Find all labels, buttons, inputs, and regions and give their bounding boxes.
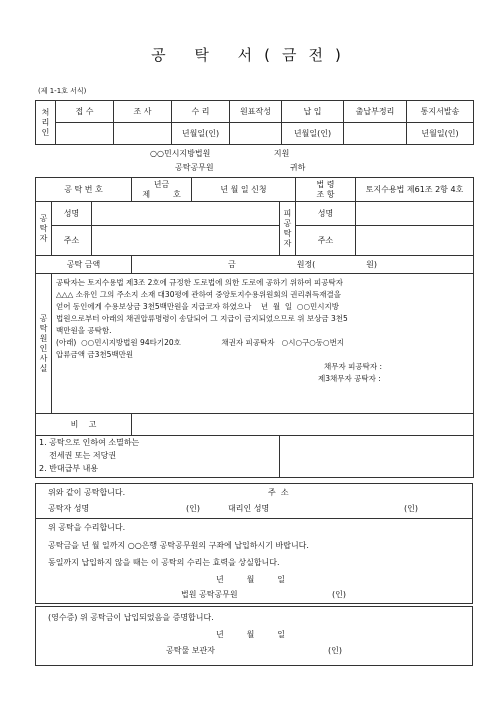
- agent-seal: (인): [404, 504, 418, 513]
- processing-table: [35, 100, 474, 145]
- receipt-date: 년 월 일: [216, 630, 285, 639]
- acceptance-box: [35, 518, 473, 604]
- ho-label: 호: [172, 189, 181, 199]
- debtor-line: 채무자 피공탁자 :: [324, 362, 383, 371]
- reason-line: 얻어 동인에게 수용보상금 3천5백만원을 지급코자 하였으나 년 월 일 ○○민시지방: [56, 302, 339, 311]
- col-ledger: 원표작성: [230, 101, 282, 123]
- main-form-table: [35, 177, 474, 478]
- processing-label: 처 리 인: [36, 101, 56, 145]
- depositor-sign-label: 공탁자 성명: [48, 504, 90, 513]
- date-notice: 년월일(인): [407, 123, 474, 145]
- depositor-name-label: 성명: [52, 202, 92, 226]
- col-receipt: 접 수: [56, 101, 114, 123]
- depositor-name-value: [92, 202, 280, 226]
- request-text: 위와 같이 공탁합니다.: [48, 488, 126, 497]
- acceptance-date: 년 월 일: [216, 575, 285, 584]
- court-officer-label: 법원 공탁공무원: [181, 590, 238, 599]
- court-name: ○○민시지방법원 지원: [150, 149, 290, 158]
- col-cashbook: 출납부정리: [344, 101, 407, 123]
- request-box: [35, 483, 473, 519]
- remarks-label: 비 고: [36, 414, 132, 436]
- reason-note: (아래) ○○민시지방법원 94타기20호 채권자 피공탁자 ○시○구○동○번지: [56, 338, 345, 347]
- depositor-label: 공 탁 자: [36, 202, 52, 256]
- law-value: 토지수용법 제61조 2항 4호: [356, 178, 474, 202]
- request-address-label: 주 소: [268, 488, 289, 497]
- reason-note: 압류금액 금3천5백만원: [56, 350, 134, 359]
- form-number: (제 1-1호 서식): [38, 87, 87, 95]
- col-inspection: 조 사: [114, 101, 172, 123]
- document-title: 공 탁 서(금전): [151, 46, 353, 64]
- je-label: 제: [142, 189, 151, 199]
- depositee-address-value: [356, 226, 474, 256]
- law-label: 법 령 조 항: [296, 178, 356, 202]
- depositor-address-label: 주소: [52, 226, 92, 256]
- date-acceptance: 년월일(인): [172, 123, 230, 145]
- depositor-address-value: [92, 226, 280, 256]
- extinguish-line: 1. 공탁으로 인하여 소멸하는: [39, 438, 140, 448]
- acceptance-instruction: 공탁금을 년 월 일까지 ○○은행 공탁공무원의 구좌에 납입하시기 바랍니다.: [48, 541, 309, 550]
- date-payment: 년월일(인): [282, 123, 344, 145]
- extinguish-line: 2. 반대급부 내용: [39, 463, 99, 473]
- reason-content: [52, 274, 474, 414]
- amount-label: 공탁 금액: [36, 256, 132, 274]
- reason-line: 법원으로부터 아래의 채권압류명령이 송달되어 그 지급이 금지되었으므로 위 보상금 3천5: [56, 314, 348, 323]
- depositor-seal: (인): [186, 504, 200, 513]
- cell-empty: [230, 123, 282, 145]
- receipt-box: [35, 606, 473, 666]
- acceptance-text: 위 공탁을 수리합니다.: [48, 523, 126, 532]
- keeper-seal: (인): [328, 646, 342, 655]
- third-debtor-line: 제3채무자 공탁자 :: [318, 374, 381, 383]
- receipt-text: (영수증) 위 공탁금이 납입되었음을 증명합니다.: [48, 613, 214, 622]
- remarks-value: [132, 414, 474, 436]
- extinguish-line: 전세권 또는 저당권: [39, 451, 117, 461]
- reason-line: △△△ 소유인 그의 주소지 소재 대30평에 관하여 중앙토지수용위원회의 권리취득재결을: [56, 290, 342, 299]
- extinguish-value: [280, 436, 474, 478]
- reason-line: 백만원을 공탁함.: [56, 326, 112, 335]
- apply-date: 년 월 일 신청: [192, 178, 296, 202]
- court-officer-seal: (인): [332, 590, 346, 599]
- col-notice: 통지서발송: [407, 101, 474, 123]
- cell-empty: [114, 123, 172, 145]
- case-year: [132, 178, 192, 202]
- reason-label: 공 탁 원 인 사 실: [36, 274, 52, 414]
- cell-empty: [344, 123, 407, 145]
- depositee-name-value: [356, 202, 474, 226]
- depositee-address-label: 주소: [296, 226, 356, 256]
- amount-value: 금 원정( 원): [132, 256, 474, 274]
- year-label: 년금: [153, 179, 170, 189]
- cell-empty: [56, 123, 114, 145]
- reason-line: 공탁자는 토지수용법 제3조 2호에 규정한 도로법에 의한 도로에 공하기 위하여 피공탁자: [56, 278, 343, 287]
- acceptance-warning: 동일까지 납입하지 않을 때는 이 공탁의 수리는 효력을 상실합니다.: [48, 558, 280, 567]
- keeper-label: 공탁물 보관자: [166, 646, 215, 655]
- depositee-label: 피 공 탁 자: [280, 202, 296, 256]
- depositee-name-label: 성명: [296, 202, 356, 226]
- case-no-label: 공 탁 번 호: [36, 178, 132, 202]
- agent-sign-label: 대리인 성명: [228, 504, 270, 513]
- officer-address: 공탁공무원 귀하: [175, 163, 306, 172]
- col-acceptance: 수 리: [172, 101, 230, 123]
- extinguish-content: [36, 436, 280, 478]
- col-payment: 납 입: [282, 101, 344, 123]
